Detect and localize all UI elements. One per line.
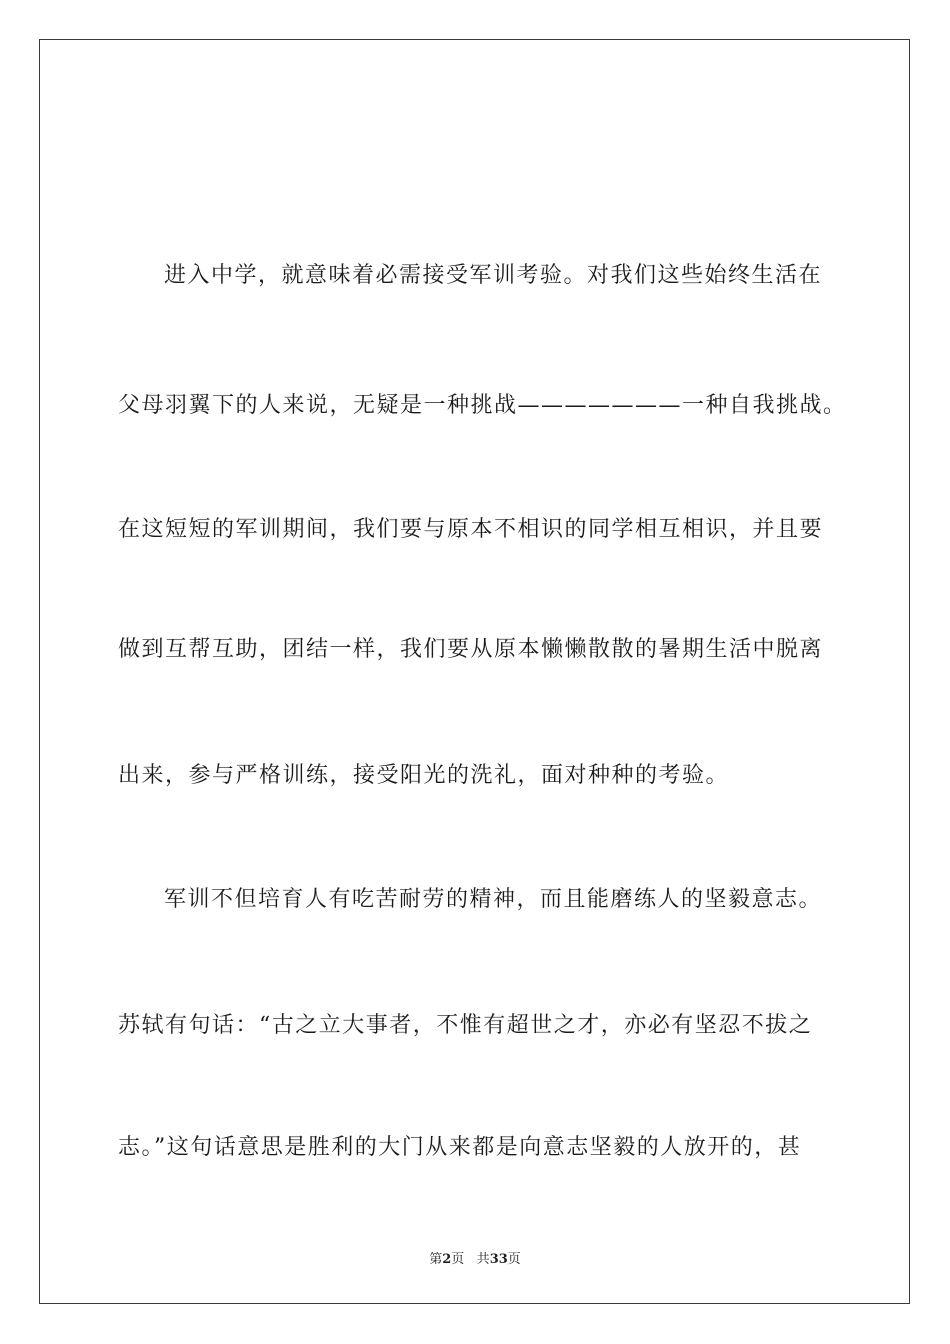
paragraph-2-line-2: 苏轼有句话：“古之立大事者，不惟有超世之才，亦必有坚忍不拔之 (118, 1013, 813, 1038)
footer-page-number: 2 (442, 1252, 452, 1267)
paragraph-1-line-1: 进入中学，就意味着必需接受军训考验。对我们这些始终生活在 (164, 263, 823, 288)
footer-total-pages: 33 (489, 1252, 508, 1267)
paragraph-1-line-2: 父母羽翼下的人来说，无疑是一种挑战———————一种自我挑战。 (118, 393, 847, 418)
paragraph-2-line-1: 军训不但培育人有吃苦耐劳的精神，而且能磨练人的坚毅意志。 (164, 887, 823, 912)
paragraph-2-line-3: 志。”这句话意思是胜利的大门从来都是向意志坚毅的人放开的，甚 (118, 1135, 802, 1160)
paragraph-1-line-5: 出来，参与严格训练，接受阳光的洗礼，面对种种的考验。 (118, 763, 730, 788)
paragraph-1-line-3: 在这短短的军训期间，我们要与原本不相识的同学相互相识，并且要 (118, 517, 824, 542)
page-footer (0, 1248, 950, 1267)
footer-total-suffix: 页 (507, 1252, 521, 1267)
footer-page-prefix: 第 (429, 1252, 443, 1267)
paragraph-1-line-4: 做到互帮互助，团结一样，我们要从原本懒懒散散的暑期生活中脱离 (118, 637, 824, 662)
page-border (39, 39, 910, 1304)
footer-total-prefix: 共 (476, 1252, 490, 1267)
footer-page-suffix: 页 (451, 1252, 465, 1267)
